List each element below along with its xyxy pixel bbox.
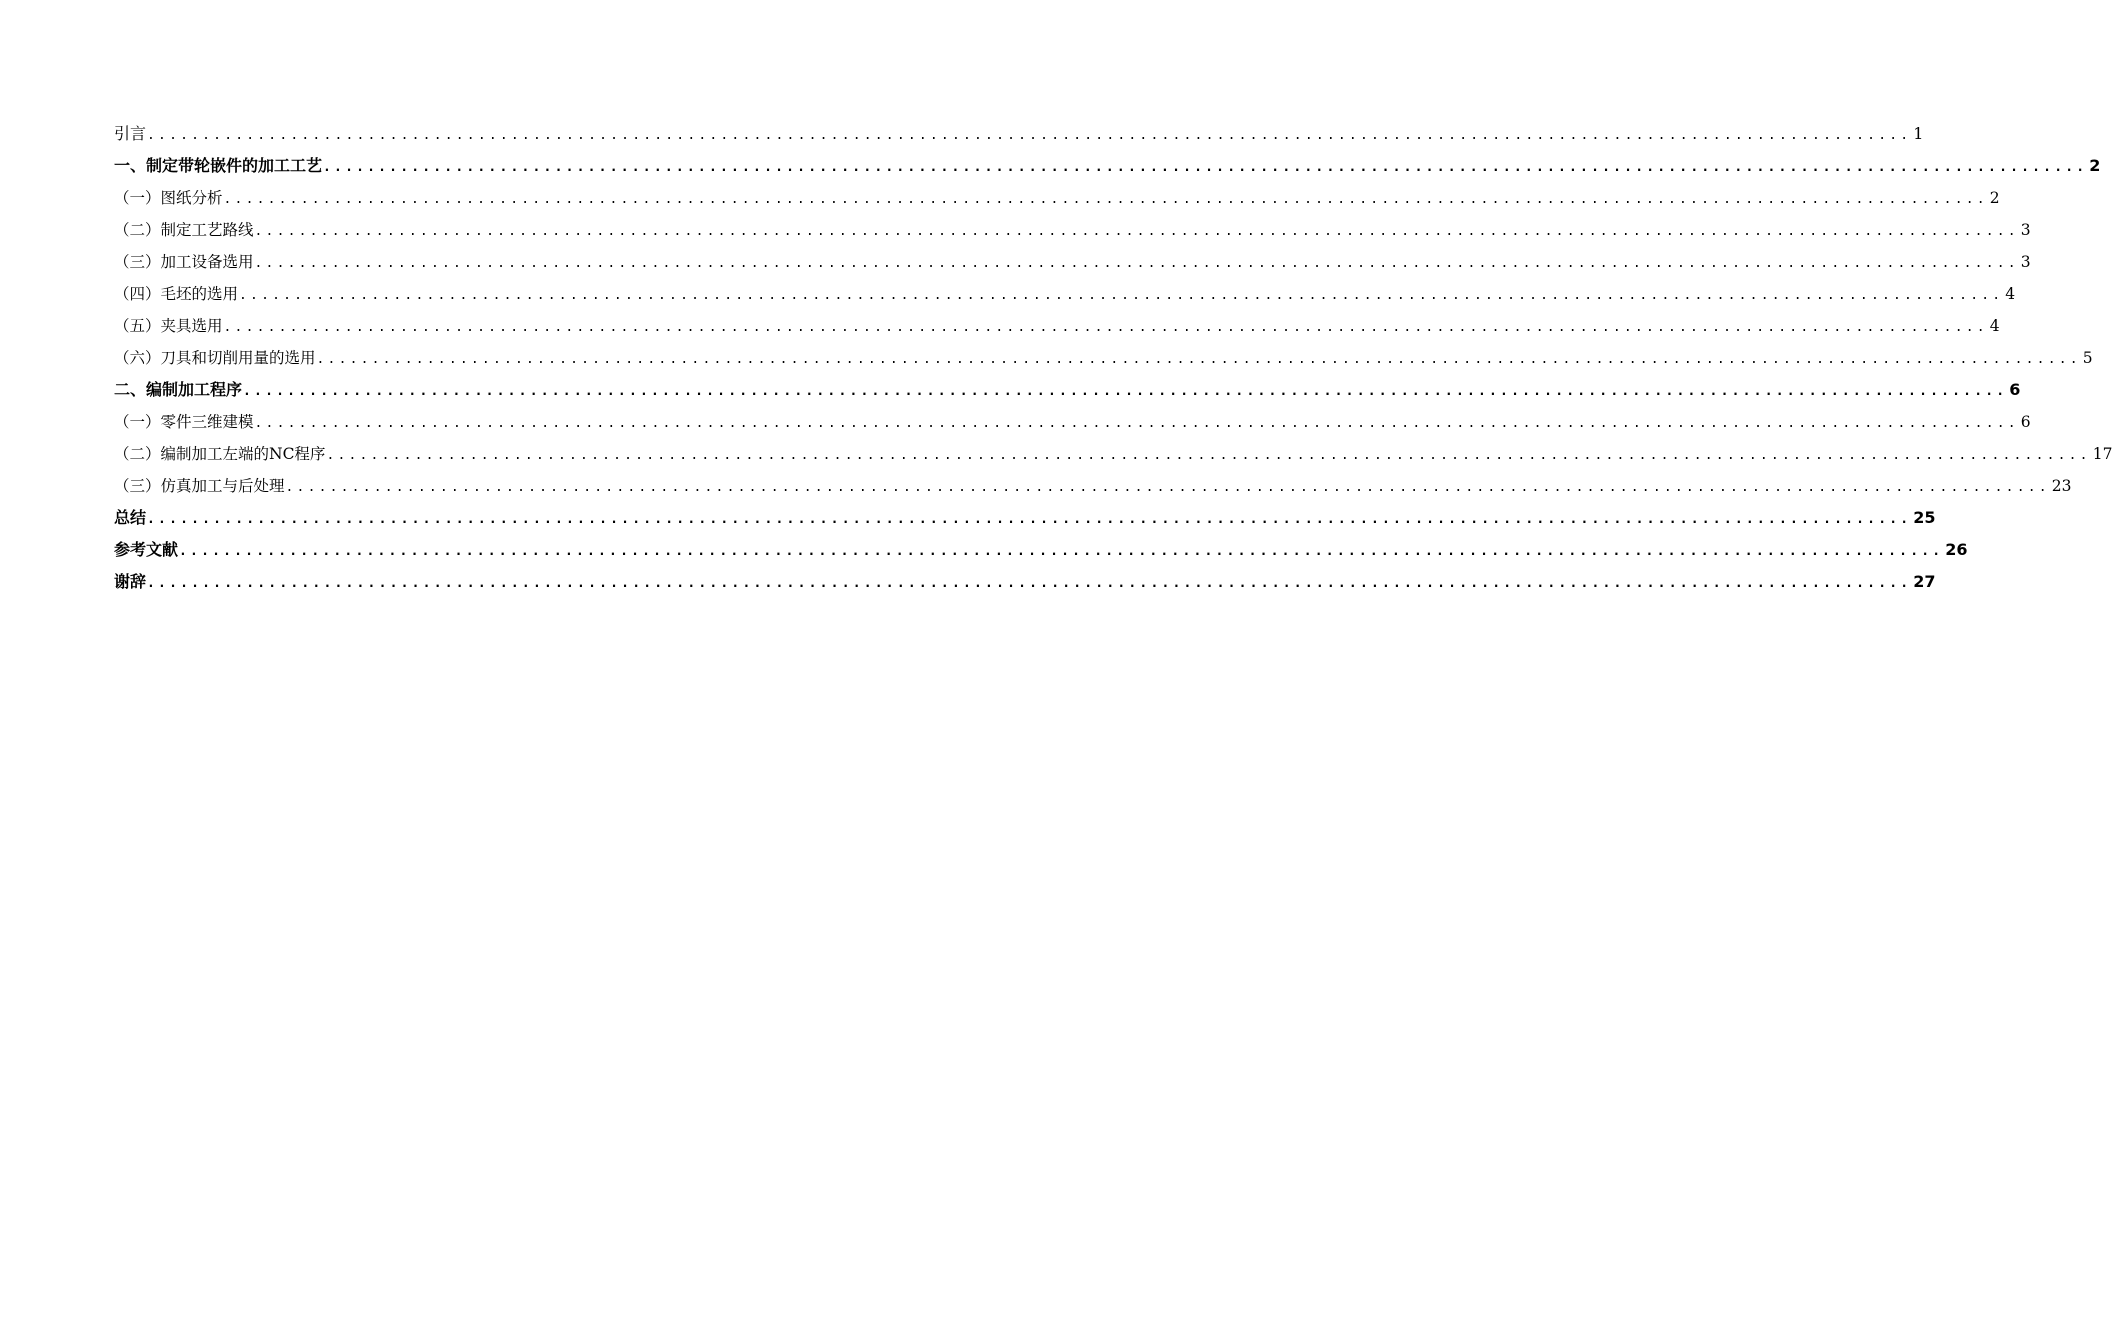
toc-entry-page: 6	[2020, 413, 2031, 431]
toc-entry-page: 6	[2009, 380, 2021, 399]
toc-entry-page: 4	[2005, 285, 2016, 303]
toc-dot-leader: ................................................................................................................................................................	[254, 224, 2019, 239]
toc-entry-page: 27	[1913, 572, 1936, 591]
toc-dot-leader: ................................................................................................................................................................	[316, 352, 2081, 367]
toc-entry-title: 总结	[114, 508, 147, 527]
toc-dot-leader: ................................................................................................................................................................	[323, 160, 2088, 175]
toc-entry-summary[interactable]	[114, 502, 1936, 534]
toc-dot-leader: ................................................................................................................................................................	[254, 256, 2019, 271]
toc-entry-title: 一、制定带轮嵌件的加工工艺	[114, 156, 323, 175]
toc-entry-page: 3	[2020, 253, 2031, 271]
toc-entry-chapter-2[interactable]	[114, 374, 2021, 406]
toc-entry-title: （二）编制加工左端的NC程序	[114, 445, 326, 463]
toc-entry-title: （六）刀具和切削用量的选用	[114, 349, 316, 367]
toc-entry-page: 5	[2082, 349, 2093, 367]
toc-dot-leader: ................................................................................................................................................................	[147, 128, 1912, 143]
toc-entry-title: （一）零件三维建模	[114, 413, 254, 431]
toc-entry-section-1-2[interactable]	[114, 214, 2031, 246]
toc-dot-leader: ................................................................................................................................................................	[179, 544, 1944, 559]
toc-entry-page: 17	[2092, 445, 2112, 463]
toc-entry-page: 1	[1913, 124, 1924, 143]
toc-entry-introduction[interactable]	[114, 118, 1924, 150]
toc-dot-leader: ................................................................................................................................................................	[254, 416, 2019, 431]
toc-dot-leader: ................................................................................................................................................................	[223, 320, 1988, 335]
toc-entry-acknowledgements[interactable]	[114, 566, 1936, 598]
toc-dot-leader: ................................................................................................................................................................	[147, 512, 1912, 527]
toc-entry-section-1-6[interactable]	[114, 342, 2093, 374]
table-of-contents	[114, 118, 2112, 598]
toc-entry-page: 4	[1989, 317, 2000, 335]
toc-entry-title: （五）夹具选用	[114, 317, 223, 335]
toc-entry-page: 23	[2051, 477, 2072, 495]
toc-entry-section-2-3[interactable]	[114, 470, 2072, 502]
toc-entry-page: 2	[2089, 156, 2101, 175]
toc-entry-title: 二、编制加工程序	[114, 380, 243, 399]
toc-dot-leader: ................................................................................................................................................................	[243, 384, 2008, 399]
toc-entry-chapter-1[interactable]	[114, 150, 2101, 182]
toc-entry-title: （一）图纸分析	[114, 189, 223, 207]
toc-entry-title: （二）制定工艺路线	[114, 221, 254, 239]
toc-entry-section-2-2[interactable]	[114, 438, 2112, 470]
toc-dot-leader: ................................................................................................................................................................	[239, 288, 2004, 303]
toc-entry-page: 3	[2020, 221, 2031, 239]
toc-entry-section-1-5[interactable]	[114, 310, 2000, 342]
toc-entry-section-1-4[interactable]	[114, 278, 2016, 310]
toc-dot-leader: ................................................................................................................................................................	[223, 192, 1988, 207]
toc-entry-title: 参考文献	[114, 540, 179, 559]
toc-entry-references[interactable]	[114, 534, 1968, 566]
toc-entry-section-2-1[interactable]	[114, 406, 2031, 438]
toc-entry-title: 谢辞	[114, 572, 147, 591]
toc-dot-leader: ................................................................................................................................................................	[147, 576, 1912, 591]
toc-entry-section-1-1[interactable]	[114, 182, 2000, 214]
toc-entry-page: 26	[1945, 540, 1968, 559]
toc-entry-section-1-3[interactable]	[114, 246, 2031, 278]
toc-entry-page: 2	[1989, 189, 2000, 207]
toc-entry-title: （三）仿真加工与后处理	[114, 477, 285, 495]
toc-entry-title: （四）毛坯的选用	[114, 285, 239, 303]
toc-dot-leader: ................................................................................................................................................................	[285, 480, 2050, 495]
toc-dot-leader: ................................................................................................................................................................	[326, 448, 2091, 463]
toc-entry-title: 引言	[114, 124, 147, 143]
toc-entry-title: （三）加工设备选用	[114, 253, 254, 271]
toc-entry-page: 25	[1913, 508, 1936, 527]
